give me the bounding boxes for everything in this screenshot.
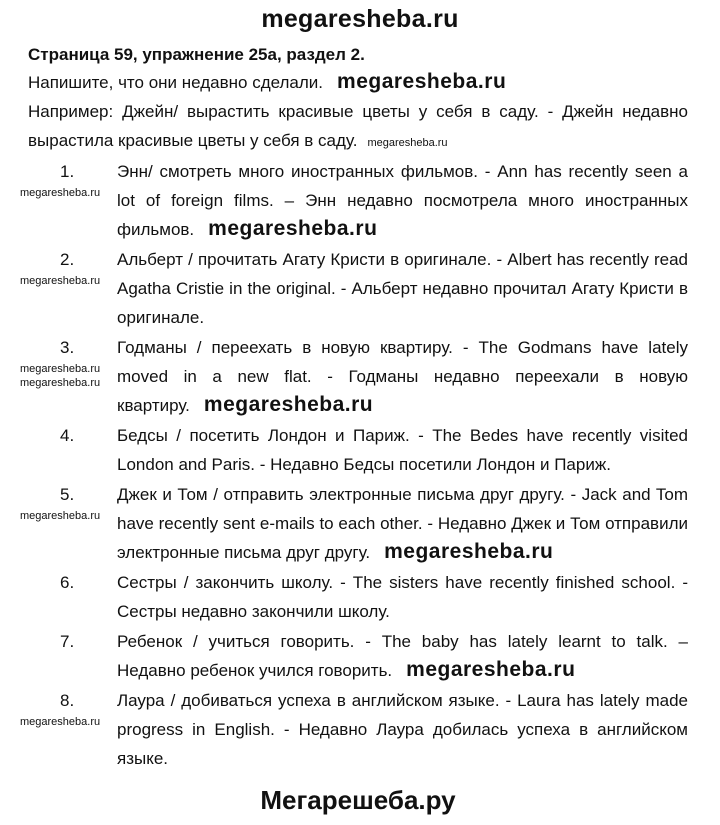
watermark: megaresheba.ru xyxy=(384,540,554,563)
watermark: megaresheba.ru xyxy=(406,658,576,681)
instruction-paragraph xyxy=(28,68,688,97)
item-number: 4. xyxy=(60,426,75,445)
watermark: megaresheba.ru xyxy=(367,137,448,149)
list-item xyxy=(20,686,688,773)
item-number: 7. xyxy=(60,632,75,651)
answer-list xyxy=(20,157,688,773)
instruction: Напишите, что они недавно сделали. xyxy=(28,73,324,92)
watermark: megaresheba.ru xyxy=(20,716,101,728)
list-item xyxy=(60,421,688,479)
item-number: 3. xyxy=(60,338,75,357)
watermark: megaresheba.ru xyxy=(203,393,374,416)
watermark: megaresheba.ru xyxy=(337,70,507,93)
item-number: 8. xyxy=(60,691,75,710)
item-number: 2. xyxy=(60,250,75,269)
item-text: Сестры / закончить школу. - The sisters have recently finished school. - Сестры недавно закончили школу. xyxy=(117,573,688,621)
footer-title: Мегарешеба.ру xyxy=(260,785,456,815)
site-title: megaresheba.ru xyxy=(261,5,459,33)
item-text: Альберт / прочитать Агату Кристи в оригинале. - Albert has recently read Agatha Cristie in the original. - Альберт недавно прочитал Агату Кристи в оригинале. xyxy=(117,250,688,327)
example-paragraph xyxy=(28,97,688,155)
watermark: megaresheba.ru xyxy=(20,510,101,522)
item-text: Бедсы / посетить Лондон и Париж. - The Bedes have recently visited London and Paris. - Недавно Бедсы посетили Лондон и Париж. xyxy=(117,426,688,474)
watermark: megaresheba.ru xyxy=(20,377,101,389)
list-item xyxy=(20,333,688,420)
item-number: 5. xyxy=(60,485,75,504)
item-text: Лаура / добиваться успеха в английском языке. - Laura has lately made progress in English. - Недавно Лаура добилась успеха в английском языке. xyxy=(117,691,688,768)
list-item xyxy=(20,157,688,244)
item-number: 1. xyxy=(60,162,75,181)
item-text: Энн/ смотреть много иностранных фильмов. - Ann has recently seen a lot of foreign films. – Энн недавно посмотрела много иностранных фильмов. xyxy=(117,162,688,239)
watermark: megaresheba.ru xyxy=(20,363,101,375)
list-item xyxy=(20,480,688,567)
item-text: Джек и Том / отправить электронные письма друг другу. - Jack and Tom have recently sent e-mails to each other. - Недавно Джек и Том отправили электронные письма друг другу. xyxy=(117,485,688,562)
example: Например: Джейн/ вырастить красивые цветы у себя в саду. - Джейн недавно вырастила красивые цветы у себя в саду. xyxy=(28,102,688,150)
list-item xyxy=(60,627,688,685)
exercise-heading: Страница 59, упражнение 25а, раздел 2. xyxy=(28,45,365,64)
item-text: Ребенок / учиться говорить. - The baby has lately learnt to talk. – Недавно ребенок учился говорить. xyxy=(117,632,688,680)
watermark: megaresheba.ru xyxy=(20,187,101,199)
watermark: megaresheba.ru xyxy=(20,275,101,287)
item-text: Годманы / переехать в новую квартиру. - The Godmans have lately moved in a new flat. - Годманы недавно переехали в новую квартиру. xyxy=(117,338,688,415)
watermark: megaresheba.ru xyxy=(208,217,378,240)
item-number: 6. xyxy=(60,573,75,592)
list-item xyxy=(20,245,688,332)
list-item xyxy=(60,568,688,626)
